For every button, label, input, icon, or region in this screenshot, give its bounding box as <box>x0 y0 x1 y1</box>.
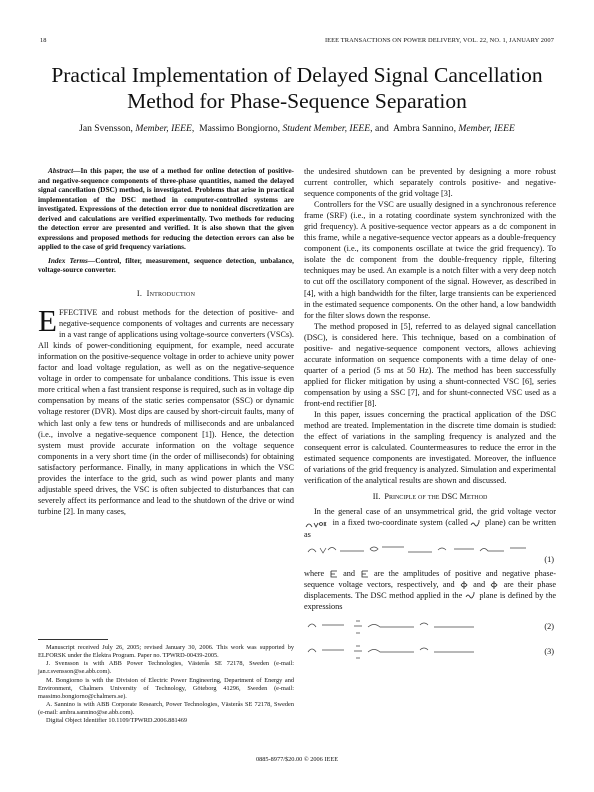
footnote-manuscript: Manuscript received July 26, 2005; revised January 30, 2006. This work was supported by ELFORSK under the Elektra Program. Paper no. TPWRD-00439-2005. <box>38 644 294 660</box>
footnote-rule <box>38 639 108 640</box>
math-symbol-phi-negative <box>489 580 499 590</box>
footnotes <box>38 644 294 726</box>
abstract-text: In this paper, the use of a method for online detection of positive- and negative-sequence components of three-phase quantities, named the delayed signal cancellation (DSC) method, is investigated. Problems that arise in practical implementation of the DSC method in computer-controlled systems are investigated. Expressions of the detection error due to nonideal discretization are derived and calculations are verified experimentally. Two methods for reducing the detection error are presented and verified. It is also shown that the given expressions and proposed methods for reducing the detection errors can also be applied to the case of grid frequency variations. <box>38 166 294 252</box>
index-terms-text: Control, filter, measurement, sequence detection, unbalance, voltage-source converter. <box>38 255 295 275</box>
section-2-title: Principle of the DSC Method <box>384 492 488 502</box>
math-symbol-alpha-beta-2 <box>465 591 477 601</box>
section-2-number: II. <box>372 492 381 502</box>
math-symbol-alpha-beta <box>470 519 482 529</box>
footnote-sannino: A. Sannino is with ABB Corporate Research, Power Technologies, Västerås SE 72178, Sweden (e-mail: ambra.sannino@se.abb.com). <box>38 701 294 717</box>
paragraph-grid-voltage: In the general case of an unsymmetrical grid, the grid voltage vector in a fixed two-coordinate system (called plane) can be written as <box>304 507 557 539</box>
author-2: Massimo Bongiorno, <box>199 123 281 134</box>
math-symbol-e-negative <box>360 569 370 579</box>
copyright-footer: 0885-8977/$20.00 © 2006 IEEE <box>255 756 339 763</box>
section-1-title: Introduction <box>146 289 196 299</box>
equation-1 <box>304 543 556 565</box>
intro-paragraph <box>38 303 294 517</box>
author-3: Ambra Sannino, <box>393 123 456 134</box>
index-terms <box>38 256 294 275</box>
abstract-label: Abstract— <box>48 166 81 175</box>
paragraph-where: where and are the amplitudes of positive and negative phase-sequence voltage vectors, respectively, and and are their phase displacements. The DSC method applied in the plane is defined by the expressions <box>304 568 557 611</box>
equation-2-graphic <box>304 615 504 637</box>
author-2-role: Student Member, IEEE <box>282 123 371 134</box>
section-1-number: I. <box>136 289 143 299</box>
math-symbol-e-positive <box>329 569 339 579</box>
equation-2-number: (2) <box>544 621 554 631</box>
author-1: Jan Svensson, <box>79 123 133 134</box>
equation-1-graphic <box>304 543 534 557</box>
equation-3-number: (3) <box>544 646 554 656</box>
footnote-doi: Digital Object Identifier 10.1109/TPWRD.2006.881469 <box>46 717 188 725</box>
author-line: Jan Svensson, Member, IEEE, Massimo Bongiorno, Student Member, IEEE, and Ambra Sannino, Member, IEEE <box>79 123 515 134</box>
drop-cap: E <box>38 303 57 339</box>
index-terms-label: Index Terms— <box>48 255 96 265</box>
equation-3 <box>304 640 556 662</box>
footnote-svensson: J. Svensson is with ABB Power Technologies, Västerås SE 72178, Sweden (e-mail: jan.r.svensson@se.abb.com). <box>38 660 294 676</box>
equation-3-graphic <box>304 640 504 662</box>
section-heading-introduction <box>38 288 294 299</box>
paragraph-continued: the undesired shutdown can be prevented by designing a more robust current controller, which separately controls positive- and negative-sequence components of the grid voltage [3]. <box>304 167 556 199</box>
math-symbol-voltage-vector <box>304 519 330 529</box>
math-symbol-phi-positive <box>459 580 469 590</box>
equation-1-number: (1) <box>544 554 554 564</box>
page-number: 18 <box>40 37 47 44</box>
journal-citation: IEEE TRANSACTIONS ON POWER DELIVERY, VOL. 22, NO. 1, JANUARY 2007 <box>324 37 554 44</box>
intro-text: FFECTIVE and robust methods for the detection of positive- and negative-sequence components of voltages and currents are necessary in a vast range of applications using voltage-source converters (VSCs). All kinds of power-conditioning equipment, for example, need accurate information on the positive-sequence voltage in order to achieve unity power factor and load voltage regulation, as well as on the negative-sequence voltage in order to compensate for unbalance conditions. This issue is even more critical when a fast transient response is required, such as in voltage dip compensation by means of the static series compensator (SSC) or dynamic voltage restorer (DVR). Most dips are caused by short-circuit faults, many of which last only a few tens or hundreds of milliseconds and are unbalanced (i.e., involve a negative-sequence component [1]). Hence, the detection system must provide accurate information on the voltage sequence components in a very short time (in the order of milliseconds) for obtaining satisfactory performance. Finally, in many applications in which the VSC provides the interface to the grid, such as wind power plants and many adjustable speed drives, the VSC is often subjected to disturbances that can severely affect its performance and lead to the shutdown of the drive or wind turbine [2]. In many cases, <box>38 308 294 516</box>
left-column <box>38 166 294 517</box>
paper-title: Practical Implementation of Delayed Signal Cancellation Method for Phase-Sequence Separation <box>51 63 543 113</box>
right-column <box>304 166 556 665</box>
paragraph-dsc-method: The method proposed in [5], referred to as delayed signal cancellation (DSC), is considered here. This technique, based on a combination of positive- and negative-sequence component vectors, allows achieving accurate information on sequence components with a time delay of one-quarter of a period (5 ms at 50 Hz). The method has been successfully applied for flicker mitigation by using a shunt-connected VSC [6], series compensation by using a SSC [7], and for shunt-connected VSC used as a front-end rectifier [8]. <box>304 321 556 408</box>
author-1-role: Member, IEEE <box>135 123 192 134</box>
footnote-bongiorno: M. Bongiorno is with the Division of Electric Power Engineering, Department of Energy and Environment, Chalmers University of Technology, Göteborg 41296, Sweden (e-mail: massimo.bongiorno@chalmers.se). <box>38 676 294 700</box>
paragraph-controllers: Controllers for the VSC are usually designed in a synchronous reference frame (SRF) (i.e., in a rotating coordinate system synchronized with the grid frequency). A positive-sequence vector appears as a dc component in this frame, while a negative-sequence vector appears as a double-frequency component (i.e., its components oscillate at twice the grid frequency). To isolate the dc component from the double-frequency ripple, filtering techniques may be used. An example is a notch filter with a very deep notch to cut off the oscillatory component of the signal. However, as described in [4], with a high bandwidth for the filter, large transients can be experienced in the estimated sequence components. On the other hand, a low bandwidth for the filter slows down the response. <box>304 200 556 320</box>
section-heading-principle <box>304 491 556 502</box>
equation-2 <box>304 615 556 637</box>
abstract <box>38 166 294 252</box>
paragraph-this-paper: In this paper, issues concerning the practical application of the DSC method are treated. Implementation in the discrete time domain is studied: the effect of variations in the sampling frequency is analyzed and the consequent error is calculated. Countermeasures to reduce the error in the estimated sequence components are investigated. Moreover, the influence of variations of the grid frequency is analyzed. Simulation and experimental verification of the analytical results are shown and discussed. <box>304 410 556 486</box>
author-3-role: Member, IEEE <box>458 123 515 134</box>
author-3-prefix: , and <box>370 123 389 134</box>
